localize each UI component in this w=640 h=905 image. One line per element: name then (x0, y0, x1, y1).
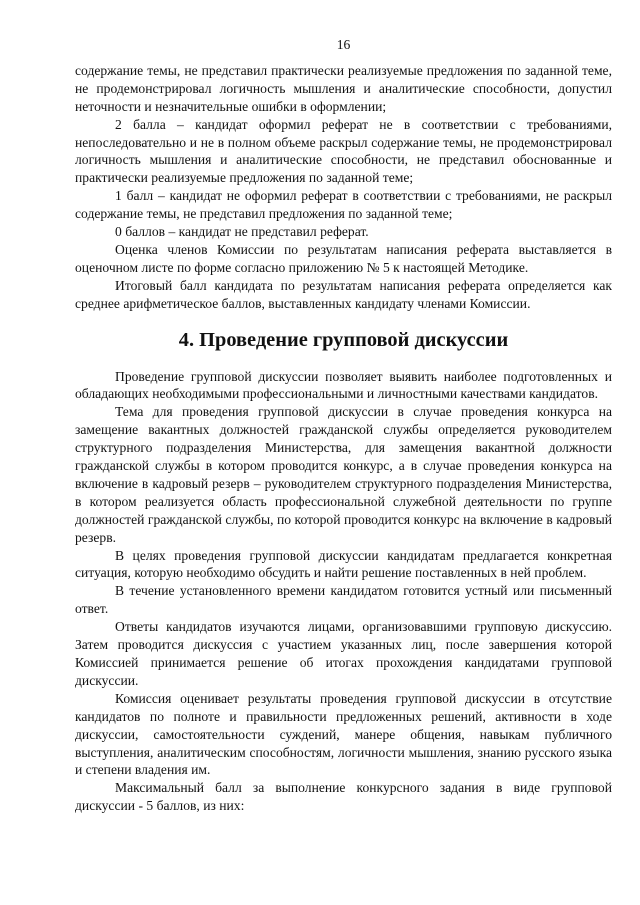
paragraph: Максимальный балл за выполнение конкурсного задания в виде групповой дискуссии - 5 баллов, из них: (75, 780, 612, 814)
page-number: 16 (336, 37, 351, 52)
paragraph: содержание темы, не представил практически реализуемые предложения по заданной теме, не продемонстрировал логичность мышления и аналитические способности, допустил неточности и незначительные ошибки в оформлении; (75, 62, 612, 114)
paragraph: Проведение групповой дискуссии позволяет выявить наиболее подготовленных и обладающих необходимыми профессиональными и личностными качествами кандидатов. (75, 368, 612, 402)
paragraph: Комиссия оценивает результаты проведения групповой дискуссии в отсутствие кандидатов по полноте и правильности предложенных решений, активности в ходе дискуссии, самостоятельности суждений, манере общения, навыкам публичного выступления, аналитическим способностям, логичности мышления, знанию русского языка и степени владения им. (75, 690, 612, 778)
paragraph: Ответы кандидатов изучаются лицами, организовавшими групповую дискуссию. Затем проводится дискуссия с участием указанных лиц, после завершения которой Комиссией принимается решение об итогах прохождения кандидатами групповой дискуссии. (75, 619, 612, 688)
paragraph: 0 баллов – кандидат не представил реферат. (115, 224, 369, 240)
paragraph: В целях проведения групповой дискуссии кандидатам предлагается конкретная ситуация, которую необходимо обсудить и найти решение поставленных в ней проблем. (75, 547, 612, 581)
paragraph: Итоговый балл кандидата по результатам написания реферата определяется как среднее арифметическое баллов, выставленных кандидату членами Комиссии. (75, 277, 612, 311)
section-heading: 4. Проведение групповой дискуссии (178, 328, 509, 351)
text-block-after (75, 368, 612, 816)
paragraph: Тема для проведения групповой дискуссии в случае проведения конкурса на замещение вакантных должностей гражданской службы определяется руководителем структурного подразделения Министерства, для замещения вакантной должности гражданской службы в котором проводится конкурс, а в случае проведения конкурса на включение в кадровый резерв – руководителем структурного подразделения Министерства, в котором реализуется область профессиональной служебной деятельности по группе должностей гражданской службы, по которой проводится конкурс на включение в кадровый резерв. (75, 404, 612, 545)
paragraph: 1 балл – кандидат не оформил реферат в соответствии с требованиями, не раскрыл содержание темы, не представил предложения по заданной теме; (75, 188, 612, 222)
paragraph: В течение установленного времени кандидатом готовится устный или письменный ответ. (75, 583, 612, 617)
text-block-before (75, 62, 612, 313)
paragraph: Оценка членов Комиссии по результатам написания реферата выставляется в оценочном листе по форме согласно приложению № 5 к настоящей Методике. (75, 241, 612, 275)
paragraph: 2 балла – кандидат оформил реферат не в соответствии с требованиями, непоследовательно и не в полном объеме раскрыл содержание темы, не продемонстрировал логичность мышления и аналитические способности, не представил обоснованные и практически реализуемые предложения по заданной теме; (75, 116, 612, 186)
